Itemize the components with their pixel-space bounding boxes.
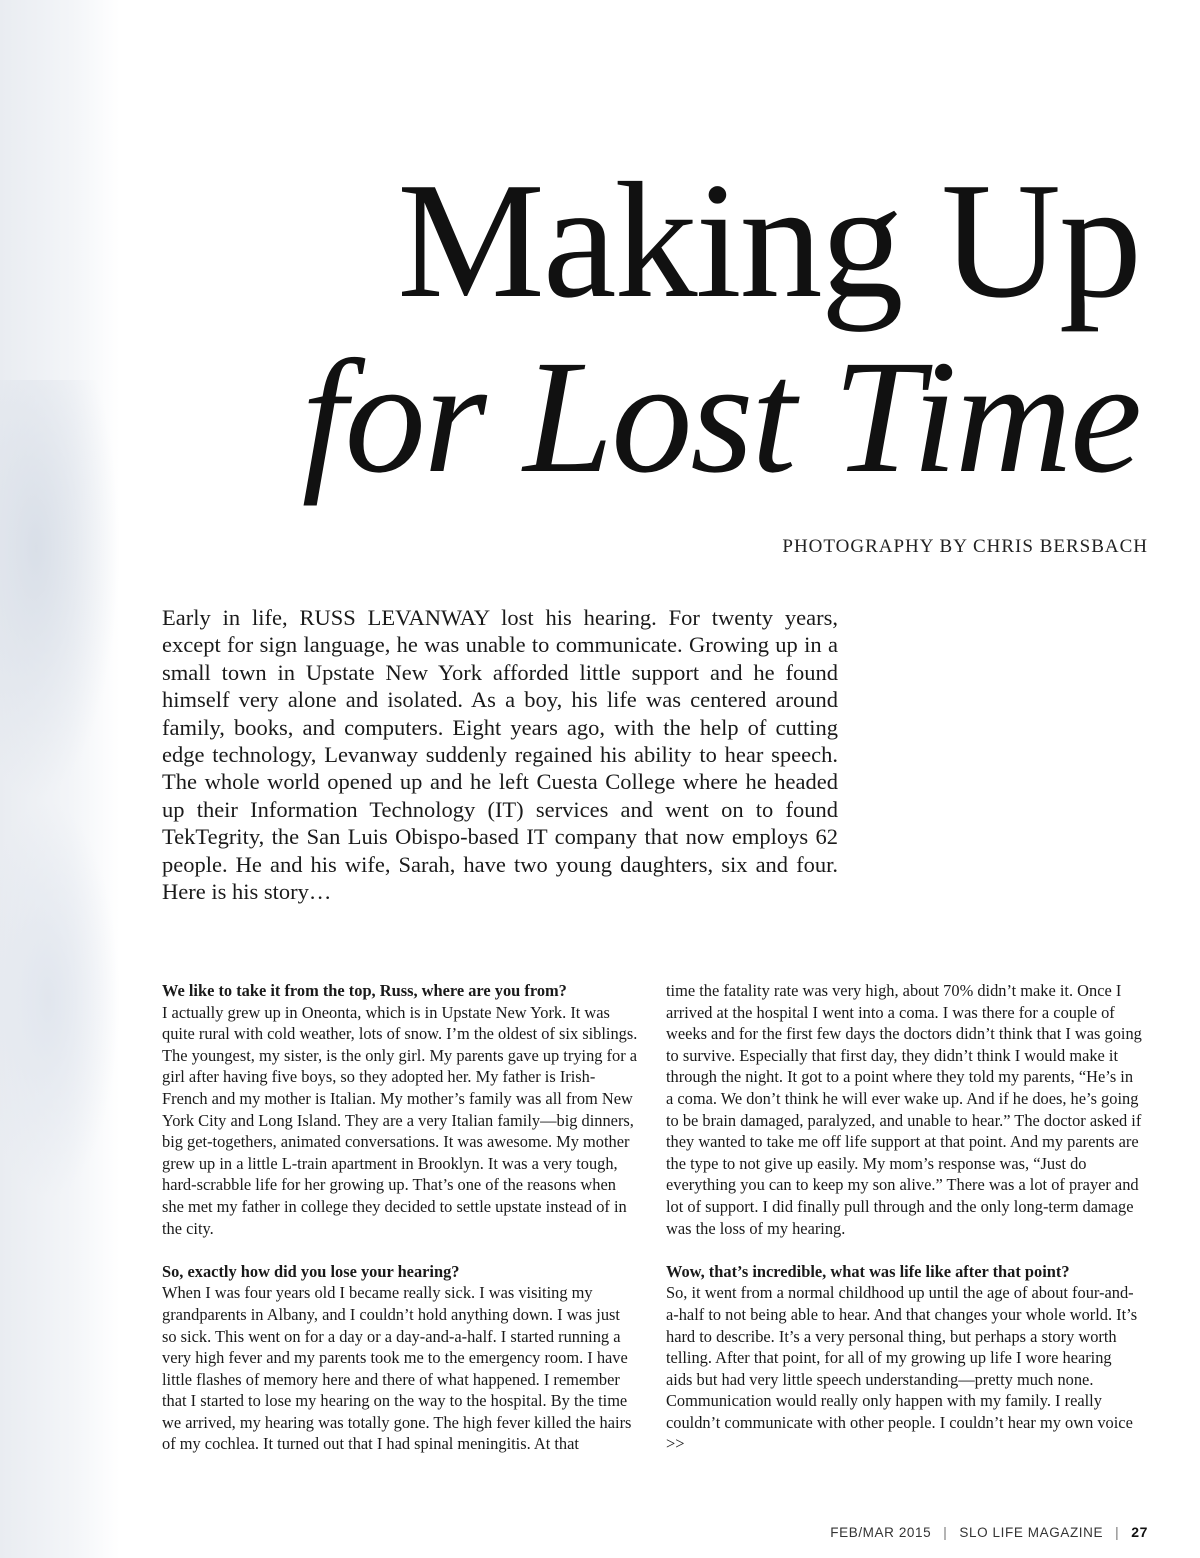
title-line-1: Making Up bbox=[397, 148, 1140, 332]
footer-magazine: SLO LIFE MAGAZINE bbox=[959, 1524, 1104, 1540]
answer-3: So, it went from a normal childhood up until the age of about four-and-a-half to not being able to hear. And that changes your whole world. It’s hard to describe. It’s a very personal thing, but perhaps a story worth telling. After that point, for all of my growing up life I wore hearing aids but had very little speech understanding—pretty much none. Communication would really only happen with my family. I really couldn’t communicate with other people. I couldn’t hear my own voice >> bbox=[666, 1283, 1138, 1454]
title-line-2: for Lost Time bbox=[301, 328, 1140, 507]
question-1: We like to take it from the top, Russ, where are you from? bbox=[162, 981, 567, 1000]
page-footer bbox=[830, 1524, 1148, 1540]
article-title bbox=[301, 148, 1140, 508]
background-photo-edge bbox=[0, 0, 120, 1558]
question-3: Wow, that’s incredible, what was life like after that point? bbox=[666, 1261, 1070, 1281]
footer-issue: FEB/MAR 2015 bbox=[830, 1524, 932, 1540]
answer-2: When I was four years old I became really sick. I was visiting my grandparents in Albany, and I couldn’t hold anything down. I was just so sick. This went on for a day or a day-and-a-half. I started running a very high fever and my parents took me to the emergency room. I have little flashes of memory here and there of what happened. I remember that I started to lose my hearing on the way to the hospital. By the time we arrived, my hearing was totally gone. The high fever killed the hairs of my cochlea. It turned out that I had spinal meningitis. At that bbox=[162, 1283, 632, 1454]
footer-separator: | bbox=[1115, 1524, 1120, 1540]
interview-column-left bbox=[162, 980, 638, 1477]
interview-column-right bbox=[666, 980, 1142, 1477]
background-blur-patch bbox=[0, 800, 120, 1200]
intro-paragraph: Early in life, RUSS LEVANWAY lost his hearing. For twenty years, except for sign language, he was unable to communicate. Growing up in a small town in Upstate New York afforded little support and he found himself very alone and isolated. As a boy, his life was centered around family, books, and computers. Eight years ago, with the help of cutting edge technology, Levanway suddenly regained his ability to hear speech. The whole world opened up and he left Cuesta College where he headed up their Information Technology (IT) services and went on to found TekTegrity, the San Luis Obispo-based IT company that now employs 62 people. He and his wife, Sarah, have two young daughters, six and four. Here is his story… bbox=[162, 605, 838, 905]
answer-2-continued: time the fatality rate was very high, about 70% didn’t make it. Once I arrived at the hospital I went into a coma. I was there for a couple of weeks and for the first few days the doctors didn’t think that I was going to survive. Especially that first day, they didn’t think I would make it through the night. It got to a point where they told my parents, “He’s in a coma. We don’t think he will ever wake up. And if he does, he’s going to be brain damaged, paralyzed, and unable to hear.” The doctor asked if they wanted to take me off life support at that point. And my parents are the type to not give up easily. My mom’s response was, “Just do everything you can to keep my son alive.” There was a lot of prayer and lot of support. I did finally pull through and the only long-term damage was the loss of my hearing. bbox=[666, 981, 1142, 1238]
photo-credit: PHOTOGRAPHY BY CHRIS BERSBACH bbox=[782, 536, 1148, 557]
background-blur-patch bbox=[0, 380, 120, 800]
answer-1: I actually grew up in Oneonta, which is in Upstate New York. It was quite rural with cold weather, lots of snow. I’m the oldest of six siblings. The youngest, my sister, is the only girl. My parents gave up trying for a girl after having five boys, so they adopted her. My father is Irish-French and my mother is Italian. My mother’s family was all from New York City and Long Island. They are a very Italian family—big dinners, big get-togethers, animated conversations. It was awesome. My mother grew up in a little L-train apartment in Brooklyn. It was a very tough, hard-scrabble life for her growing up. That’s one of the reasons when she met my father in college they decided to settle upstate instead of in the city. bbox=[162, 1002, 638, 1238]
question-2: So, exactly how did you lose your hearing? bbox=[162, 1261, 460, 1281]
footer-separator: | bbox=[943, 1524, 948, 1540]
page-number: 27 bbox=[1131, 1524, 1148, 1540]
